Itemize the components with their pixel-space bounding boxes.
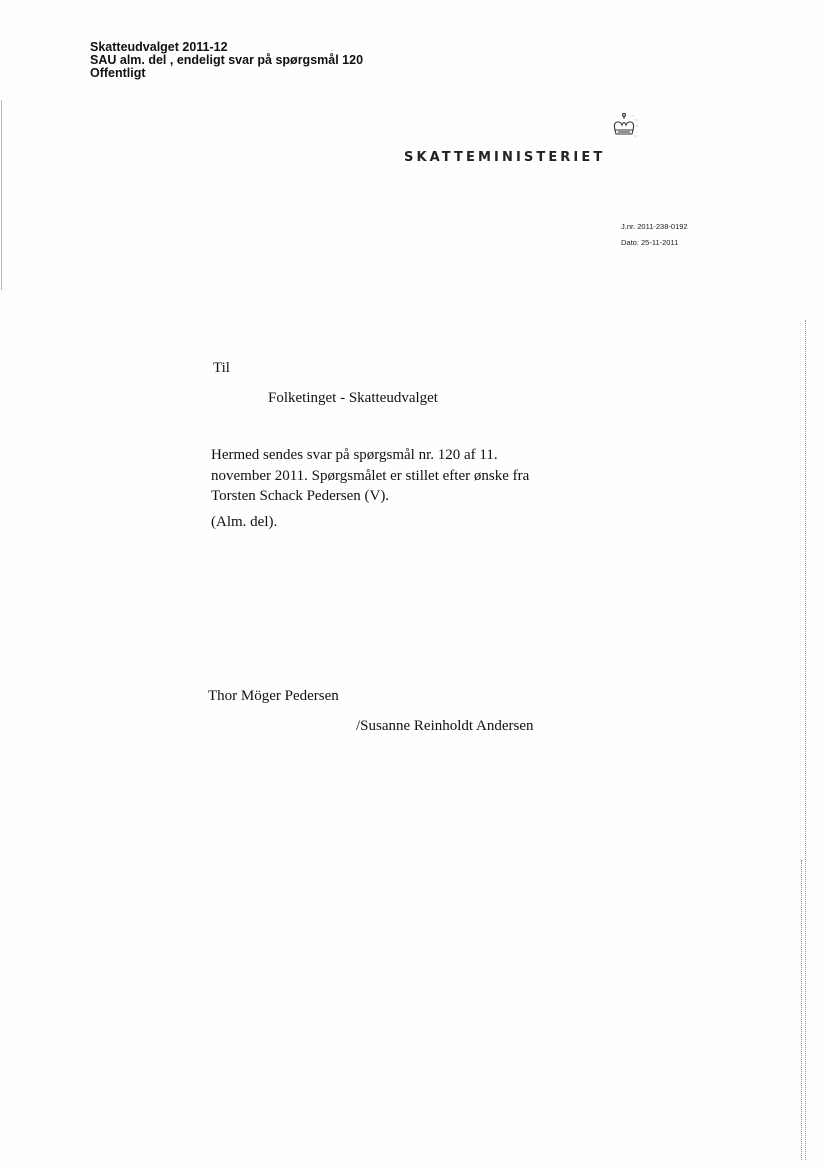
- scan-edge-right: [805, 320, 807, 1160]
- signer-primary: Thor Möger Pedersen: [208, 688, 339, 704]
- document-header: [90, 41, 363, 80]
- ministry-name: SKATTEMINISTERIET: [404, 150, 606, 165]
- scan-edge-left: [1, 100, 2, 290]
- header-classification: Offentligt: [90, 66, 146, 80]
- signer-secondary: /Susanne Reinholdt Andersen: [356, 718, 534, 734]
- crown-icon: [609, 112, 639, 142]
- journal-number: J.nr. 2011-238-0192: [621, 222, 688, 231]
- salutation: Til: [213, 360, 230, 376]
- recipient: Folketinget - Skatteudvalget: [268, 390, 438, 406]
- header-subject: SAU alm. del , endeligt svar på spørgsmål 120: [90, 53, 364, 67]
- scan-edge-right-inner: [801, 860, 803, 1160]
- letter-note: (Alm. del).: [211, 514, 278, 530]
- document-date: Dato: 25-11-2011: [621, 238, 679, 247]
- header-committee: Skatteudvalget 2011-12: [90, 40, 228, 54]
- letter-body: Hermed sendes svar på spørgsmål nr. 120 af 11. november 2011. Spørgsmålet er stillet efter ønske fra Torsten Schack Pedersen (V).: [211, 447, 530, 504]
